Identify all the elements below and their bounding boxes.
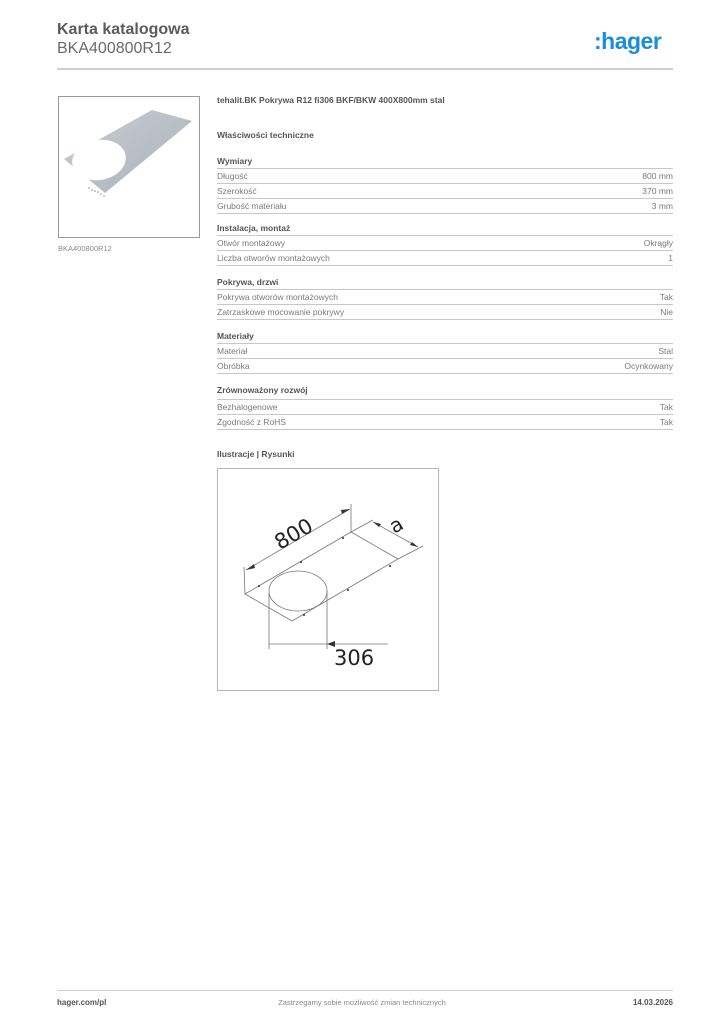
row-value: Tak [659,292,673,302]
footer-disclaimer: Zastrzegamy sobie możliwość zmian technicznych [278,998,446,1007]
svg-text:306: 306 [334,646,375,670]
tech-properties-title: Właściwości techniczne [217,130,314,140]
cover-plate-image-icon [59,97,199,237]
technical-drawing [217,468,439,691]
header-divider [57,68,673,70]
section-cover-doors [217,275,673,320]
row-value: Tak [659,402,673,412]
table-row [217,359,673,374]
section-dimensions [217,154,673,214]
row-label: Zgodność z RoHS [217,417,286,427]
illustrations-title: Ilustracje | Rysunki [217,449,295,459]
row-label: Bezhalogenowe [217,402,278,412]
svg-text:a: a [384,511,408,539]
section-heading: Pokrywa, drzwi [217,275,673,290]
thumbnail-caption: BKA400800R12 [58,244,112,253]
section-heading: Wymiary [217,154,673,169]
svg-text:800: 800 [270,513,318,555]
row-label: Obróbka [217,361,250,371]
section-heading: Instalacja, montaż [217,221,673,236]
row-value: 370 mm [642,186,673,196]
row-value: Nie [660,307,673,317]
row-label: Liczba otworów montażowych [217,253,330,263]
dimension-drawing-icon [218,469,438,690]
row-label: Pokrywa otworów montażowych [217,292,338,302]
table-row [217,184,673,199]
row-value: 1 [668,253,673,263]
section-sustainability [217,383,673,430]
table-row [217,169,673,184]
row-label: Szerokość [217,186,257,196]
row-value: Tak [659,417,673,427]
row-label: Materiał [217,346,248,356]
section-materials [217,329,673,374]
row-value: 3 mm [651,201,673,211]
row-value: 800 mm [642,171,673,181]
row-label: Zatrzaskowe mocowanie pokrywy [217,307,345,317]
section-heading: Materiały [217,329,673,344]
row-label: Długość [217,171,248,181]
row-value: Ocynkowany [624,361,673,371]
row-label: Otwór montażowy [217,238,286,248]
table-row [217,199,673,214]
table-row [217,251,673,266]
table-row [217,236,673,251]
section-heading: Zrównoważony rozwój [217,383,673,400]
table-row [217,415,673,430]
row-value: Stal [658,346,673,356]
table-row [217,305,673,320]
footer-website-link[interactable]: hager.com/pl [57,998,107,1007]
product-thumbnail [58,96,200,238]
hager-logo: :hager [594,28,662,54]
product-code: BKA400800R12 [57,40,172,57]
table-row [217,400,673,415]
table-row [217,290,673,305]
section-installation [217,221,673,266]
row-label: Grubość materiału [217,201,287,211]
header-title: Karta katalogowa [57,21,190,38]
product-title: tehalit.BK Pokrywa R12 fi306 BKF/BKW 400X800mm stal [217,95,445,105]
row-value: Okrągły [643,238,673,248]
footer-divider [57,990,673,991]
footer-date: 14.03.2026 [632,998,673,1007]
table-row [217,344,673,359]
